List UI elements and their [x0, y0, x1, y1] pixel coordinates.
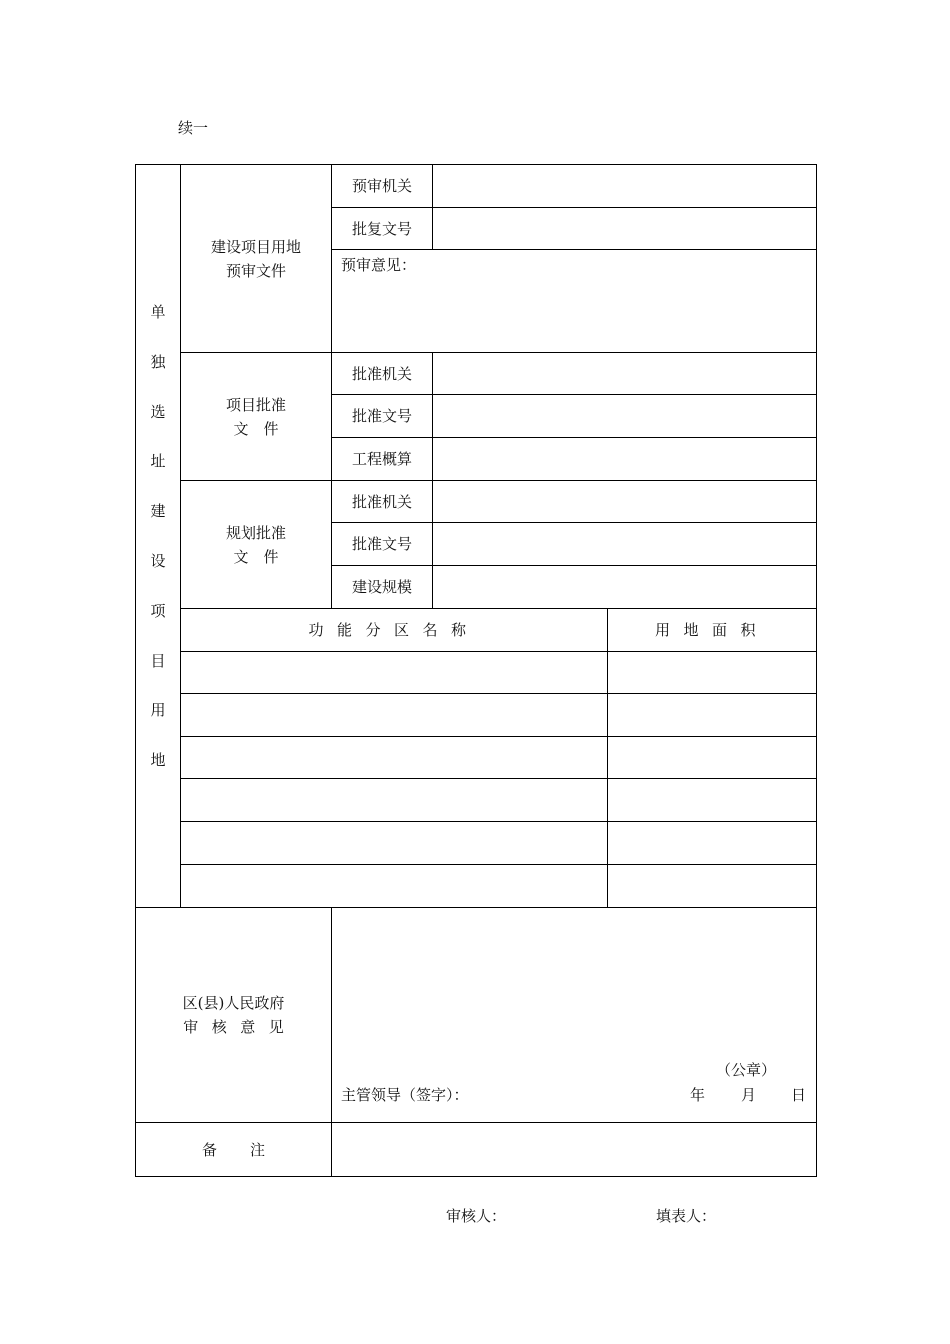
zone-name-cell[interactable] [181, 652, 607, 693]
zone-area-header: 用地面积 [654, 621, 769, 639]
section-title-char: 目 [150, 651, 166, 670]
zone-area-cell[interactable] [608, 694, 816, 736]
section-title-vertical [136, 296, 180, 794]
section-title-char: 建 [150, 502, 166, 521]
reviewer-label: 审核人： [446, 1207, 507, 1225]
gov-review-label-line1: 区(县)人民政府 [182, 994, 285, 1012]
zone-name-cell[interactable] [181, 779, 607, 821]
section-title-char: 设 [150, 551, 166, 570]
filler-label: 填表人： [656, 1207, 717, 1225]
official-seal-label: （公章） [716, 1061, 777, 1079]
project-approval-doc-number-label: 批准文号 [351, 407, 412, 425]
section-title-char: 选 [150, 402, 166, 421]
zone-area-cell[interactable] [608, 822, 816, 864]
gov-review-label-line2: 审核意见 [183, 1018, 298, 1036]
zone-area-cell[interactable] [608, 737, 816, 778]
construction-scale-field[interactable] [433, 566, 816, 608]
planning-approval-label-line1: 规划批准 [225, 523, 286, 542]
planning-approval-authority-label: 批准机关 [351, 492, 412, 511]
section-title-char: 用 [150, 701, 166, 720]
gov-review-label [136, 908, 331, 1122]
planning-approval-authority-field[interactable] [433, 481, 816, 523]
section-title-char: 址 [150, 452, 166, 471]
preapproval-authority-label: 预审机关 [351, 177, 412, 195]
day-label: 日 [791, 1086, 807, 1104]
preapproval-doc-number-label: 批复文号 [351, 219, 412, 238]
planning-approval-label-line2: 文 件 [233, 547, 279, 566]
zone-area-cell[interactable] [608, 652, 816, 693]
project-approval-label-line2: 文 件 [233, 419, 279, 438]
zone-name-cell[interactable] [181, 694, 607, 736]
zone-name-cell[interactable] [181, 865, 607, 907]
zone-area-cell[interactable] [608, 865, 816, 907]
preapproval-opinion-label: 预审意见： [341, 256, 417, 274]
remarks-field[interactable] [332, 1123, 816, 1176]
preapproval-opinion-field[interactable] [332, 278, 816, 351]
continuation-label: 续一 [178, 119, 209, 137]
project-estimate-label: 工程概算 [351, 450, 412, 468]
zone-name-header: 功能分区名称 [308, 621, 480, 639]
preapproval-group-label [181, 165, 331, 352]
construction-scale-label: 建设规模 [351, 578, 412, 596]
zone-area-cell[interactable] [608, 779, 816, 821]
planning-approval-doc-number-field[interactable] [433, 523, 816, 565]
project-approval-label-line1: 项目批准 [225, 395, 286, 414]
zone-name-cell[interactable] [181, 737, 607, 778]
year-label: 年 [690, 1086, 706, 1104]
section-title-char: 项 [150, 601, 166, 620]
preapproval-label-line1: 建设项目用地 [210, 237, 301, 256]
section-title-char: 单 [150, 303, 166, 321]
section-title-char: 独 [150, 352, 166, 371]
project-approval-group-label [181, 353, 331, 480]
project-approval-doc-number-field[interactable] [433, 395, 816, 437]
preapproval-doc-number-field[interactable] [433, 208, 816, 250]
project-approval-authority-field[interactable] [433, 353, 816, 395]
planning-approval-group-label [181, 481, 331, 608]
section-title-char: 地 [150, 751, 166, 770]
remarks-label: 备注 [201, 1140, 298, 1159]
planning-approval-doc-number-label: 批准文号 [351, 535, 412, 553]
gov-review-opinion-field[interactable] [332, 908, 816, 1058]
zone-name-cell[interactable] [181, 822, 607, 864]
month-label: 月 [741, 1086, 757, 1104]
leader-signature-label: 主管领导（签字）： [341, 1086, 469, 1104]
preapproval-label-line2: 预审文件 [225, 261, 286, 280]
project-estimate-field[interactable] [433, 438, 816, 480]
project-approval-authority-label: 批准机关 [351, 364, 412, 383]
preapproval-authority-field[interactable] [433, 165, 816, 207]
